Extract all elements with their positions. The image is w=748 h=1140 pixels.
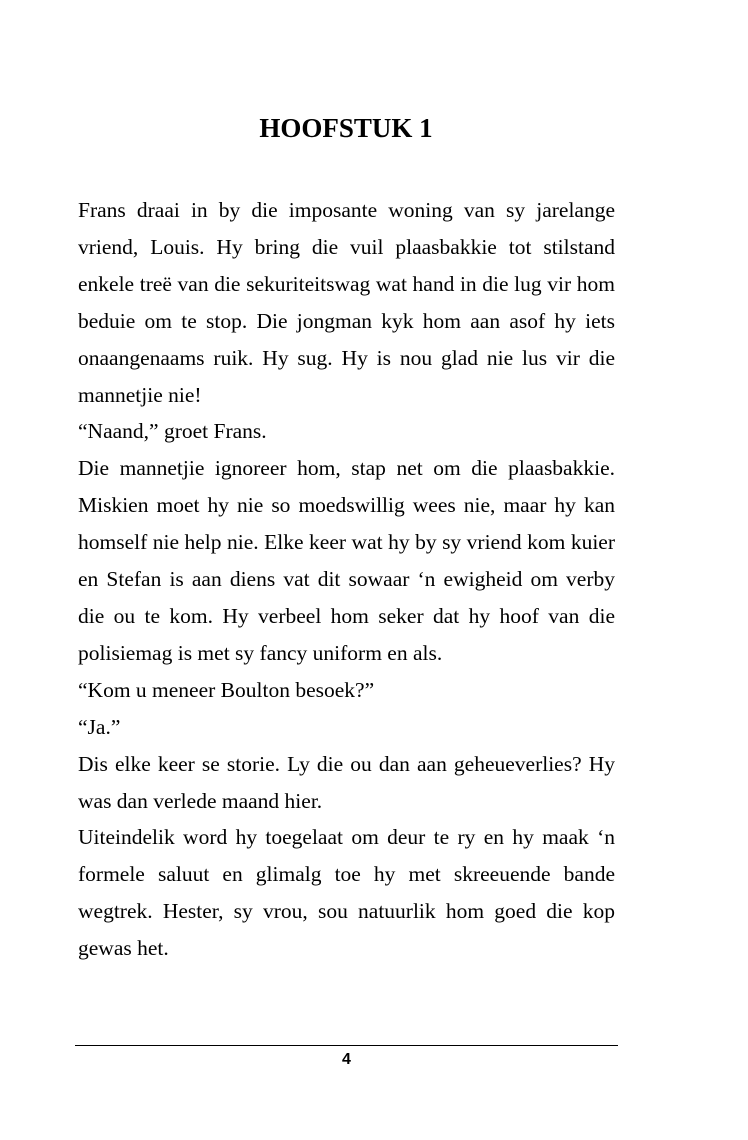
chapter-body bbox=[78, 192, 615, 967]
page-number: 4 bbox=[342, 1051, 351, 1068]
paragraph-1: Frans draai in by die imposante woning van sy jarelange vriend, Louis. Hy bring die vuil plaasbakkie tot stilstand enkele treë van die sekuriteitswag wat hand in die lug vir hom beduie om te stop. Die jongman kyk hom aan asof hy iets onaangenaams ruik. Hy sug. Hy is nou glad nie lus vir die mannetjie nie! bbox=[78, 198, 615, 407]
paragraph-6: Dis elke keer se storie. Ly die ou dan aan geheueverlies? Hy was dan verlede maand hier. bbox=[78, 751, 615, 813]
paragraph-7: Uiteindelik word hy toegelaat om deur te ry en hy maak ‘n formele saluut en glimalg toe hy met skreeuende bande wegtrek. Hester, sy vrou, sou natuurlik hom goed die kop gewas het. bbox=[78, 825, 615, 961]
paragraph-3: Die mannetjie ignoreer hom, stap net om die plaasbakkie. Miskien moet hy nie so moedswillig wees nie, maar hy kan homself nie help nie. Elke keer wat hy by sy vriend kom kuier en Stefan is aan diens vat dit sowaar ‘n ewigheid om verby die ou te kom. Hy verbeel hom seker dat hy hoof van die polisiemag is met sy fancy uniform en als. bbox=[78, 456, 615, 665]
paragraph-5: “Ja.” bbox=[78, 714, 121, 739]
paragraph-2: “Naand,” groet Frans. bbox=[78, 419, 267, 444]
paragraph-4: “Kom u meneer Boulton besoek?” bbox=[78, 677, 375, 702]
footer-divider bbox=[75, 1045, 618, 1046]
chapter-title: HOOFSTUK 1 bbox=[259, 113, 433, 143]
